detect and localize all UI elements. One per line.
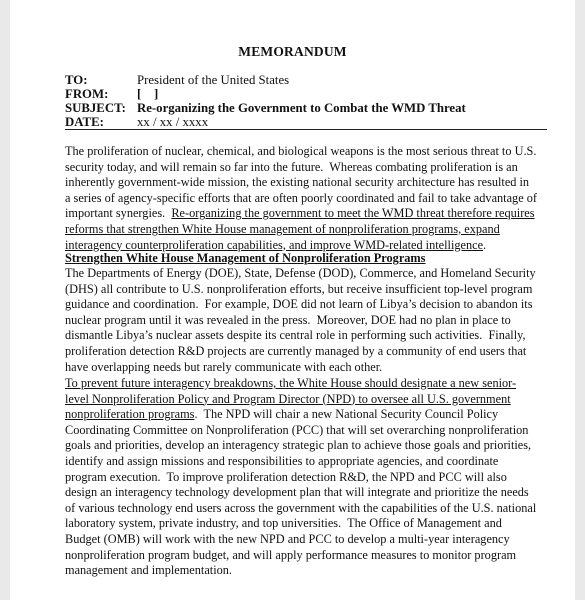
- text-run: (DHS) all contribute to U.S. nonproliferation efforts, but receive insufficient top-level program: [65, 281, 533, 296]
- text-run: have overlapping needs but rarely communicate with each other.: [65, 359, 383, 374]
- text-line: [65, 407, 549, 423]
- text-run: .: [483, 237, 487, 252]
- header-date: [65, 114, 208, 130]
- text-line: [65, 392, 549, 408]
- header-value: President of the United States: [137, 73, 290, 87]
- text-run: important synergies.: [65, 206, 172, 221]
- text-line: [65, 160, 549, 176]
- text-line: [65, 313, 549, 329]
- text-run: Budget (OMB) will work with the new NPD and PCC to develop a multi-year interagency: [65, 531, 510, 546]
- paragraph-recommendation: [65, 376, 549, 579]
- text-run: goals and priorities, develop an interagency strategic plan to achieve those goals and priorities,: [65, 438, 532, 453]
- paragraph-intro: [65, 144, 549, 253]
- header-value: [ ]: [137, 87, 159, 101]
- text-line: [65, 297, 549, 313]
- text-line: [65, 516, 549, 532]
- text-line: [65, 470, 549, 486]
- text-line: [65, 282, 549, 298]
- underlined-run: nonproliferation programs: [65, 407, 195, 422]
- text-line: [65, 344, 549, 360]
- section-heading: Strengthen White House Management of Nonproliferation Programs: [65, 251, 426, 265]
- text-run: guidance and coordination. For example, DOE did not learn of Libya’s decision to abandon its: [65, 297, 533, 312]
- paragraph-departments: [65, 266, 549, 375]
- text-run: a series of agency-specific efforts that are often poorly coordinated and fail to take advantage of: [65, 190, 537, 205]
- text-run: Coordinating Committee on Nonproliferation (PCC) that will set overarching nonproliferation: [65, 422, 529, 437]
- header-value: xx / xx / xxxx: [137, 115, 209, 129]
- text-run: The proliferation of nuclear, chemical, and biological weapons is the most serious threat to U.S.: [65, 144, 537, 158]
- text-run: security today, and will remain so far into the future. Whereas combating proliferation is an: [65, 159, 518, 174]
- section-heading-wrap: [65, 251, 549, 267]
- text-line: [65, 563, 549, 579]
- text-run: program execution. To improve proliferation detection R&D, the NPD and PCC will also: [65, 469, 507, 484]
- text-line: [65, 222, 549, 238]
- memo-page: [10, 0, 575, 600]
- text-run: of various technology end users across the government with the capabilities of the U.S. national: [65, 500, 537, 515]
- text-line: [65, 438, 549, 454]
- text-line: [65, 548, 549, 564]
- text-run: inherently government-wide mission, the existing national security architecture has resulted in: [65, 175, 530, 190]
- text-line: [65, 144, 549, 160]
- text-line: [65, 532, 549, 548]
- underlined-run: interagency counterproliferation capabilities, and improve WMD-related intelligence: [65, 237, 484, 252]
- text-line: [65, 454, 549, 470]
- text-line: [65, 423, 549, 439]
- header-label: FROM:: [65, 87, 109, 101]
- memo-title: MEMORANDUM: [238, 44, 347, 59]
- header-value: Re-organizing the Government to Combat the WMD Threat: [137, 101, 466, 115]
- text-line: [65, 360, 549, 376]
- underlined-run: Re-organizing the government to meet the WMD threat therefore requires: [171, 206, 535, 221]
- text-line: [65, 501, 549, 517]
- text-run: dismantle Libya’s nuclear assets despite its central role in performing such activities. Finally,: [65, 328, 526, 343]
- text-line: [65, 376, 549, 392]
- text-line: [65, 485, 549, 501]
- header-divider: [65, 129, 547, 130]
- text-line: [65, 266, 549, 282]
- text-run: proliferation detection R&D projects are currently managed by a community of end users that: [65, 343, 527, 358]
- text-run: nuclear program until it was revealed in the press. Moreover, DOE had no plan in place to: [65, 312, 511, 327]
- text-line: [65, 191, 549, 207]
- text-run: nonproliferation program budget, and will apply performance measures to monitor program: [65, 547, 517, 562]
- text-run: The Departments of Energy (DOE), State, Defense (DOD), Commerce, and Homeland Security: [65, 266, 536, 280]
- header-label: SUBJECT:: [65, 101, 126, 115]
- text-line: [65, 175, 549, 191]
- header-label: DATE:: [65, 115, 104, 129]
- text-run: laboratory system, private industry, and top universities. The Office of Management and: [65, 516, 502, 531]
- text-run: . The NPD will chair a new National Security Council Policy: [194, 407, 499, 422]
- text-line: [65, 206, 549, 222]
- underlined-run: level Nonproliferation Policy and Program Director (NPD) to oversee all U.S. government: [65, 391, 511, 406]
- underlined-run: To prevent future interagency breakdowns, the White House should designate a new senior-: [65, 376, 517, 390]
- text-run: management and implementation.: [65, 563, 232, 578]
- text-line: [65, 328, 549, 344]
- text-run: identify and assign missions and responsibilities to appropriate agencies, and coordinate: [65, 453, 499, 468]
- header-label: TO:: [65, 73, 88, 87]
- underlined-run: reforms that strengthen White House management of nonproliferation programs, expand: [65, 221, 500, 236]
- text-run: design an interagency technology development plan that will integrate and prioritize the needs: [65, 485, 529, 500]
